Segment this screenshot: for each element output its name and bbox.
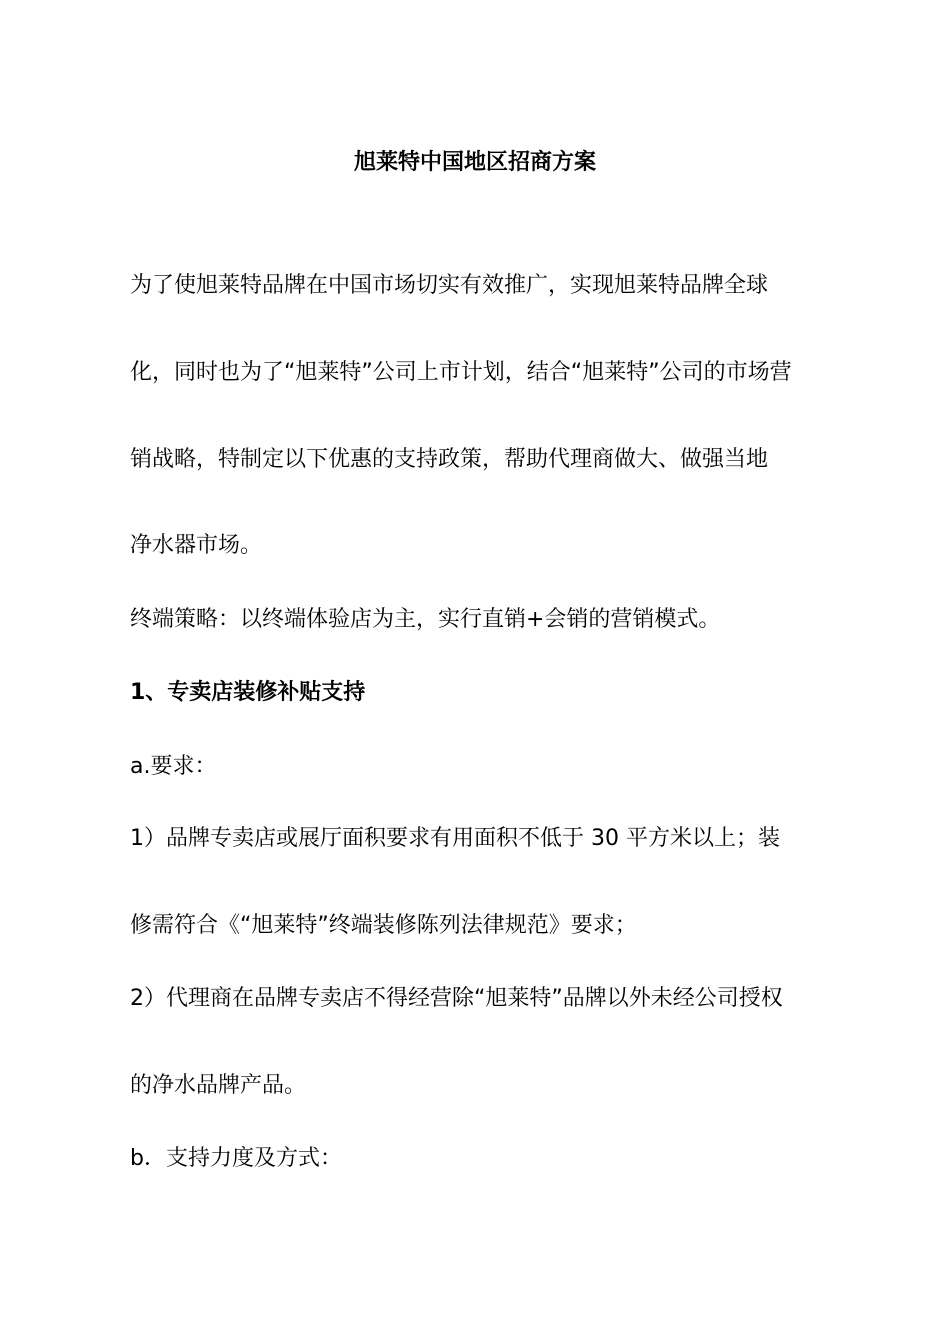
requirement-1-line-1: 1）品牌专卖店或展厅面积要求有用面积不低于 30 平方米以上；装	[130, 826, 780, 851]
support-label: b．支持力度及方式：	[130, 1146, 342, 1171]
intro-line-3: 销战略，特制定以下优惠的支持政策，帮助代理商做大、做强当地	[130, 447, 769, 472]
intro-line-1: 为了使旭莱特品牌在中国市场切实有效推广，实现旭莱特品牌全球	[130, 273, 769, 298]
requirement-2-line-1: 2）代理商在品牌专卖店不得经营除“旭莱特”品牌以外未经公司授权	[130, 986, 783, 1011]
requirement-label: a.要求：	[130, 754, 217, 779]
requirement-2-line-2: 的净水品牌产品。	[130, 1073, 307, 1098]
strategy-line: 终端策略：以终端体验店为主，实行直销+会销的营销模式。	[130, 607, 721, 632]
requirement-1-line-2: 修需符合《“旭莱特”终端装修陈列法律规范》要求；	[130, 913, 637, 938]
intro-line-2: 化，同时也为了“旭莱特”公司上市计划，结合“旭莱特”公司的市场营	[130, 360, 792, 385]
intro-line-4: 净水器市场。	[130, 533, 263, 558]
section-1-heading: 1、专卖店装修补贴支持	[130, 680, 366, 705]
document-title: 旭莱特中国地区招商方案	[353, 150, 596, 175]
